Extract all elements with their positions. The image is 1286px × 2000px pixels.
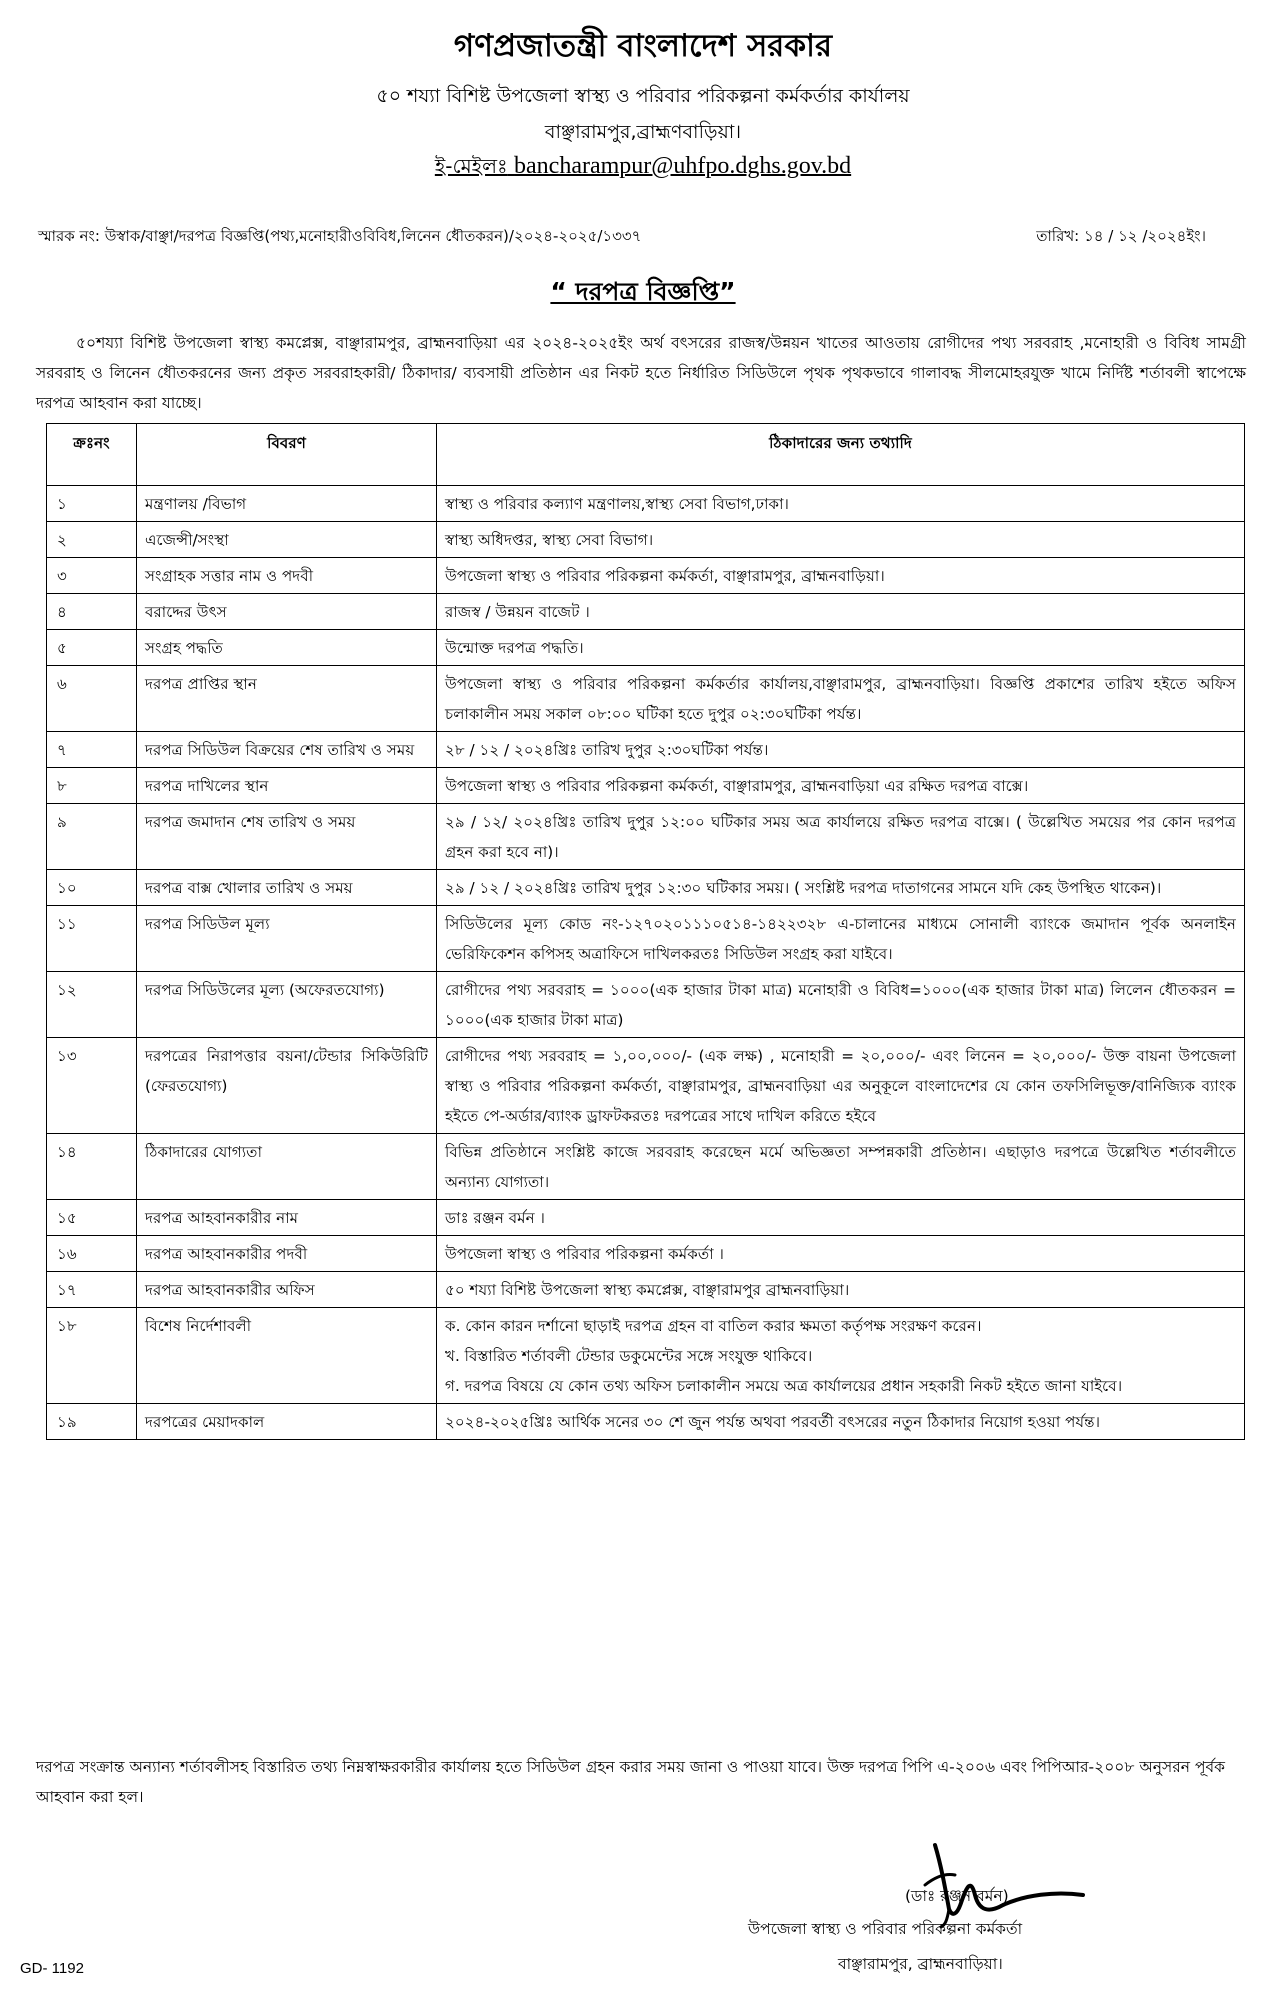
row-description: বরাদ্দের উৎস: [137, 594, 437, 630]
table-row: [47, 1134, 1245, 1200]
row-serial: ৫: [47, 630, 137, 666]
row-detail: বিভিন্ন প্রতিষ্ঠানে সংশ্লিষ্ট কাজে সরবরাহ করেছেন মর্মে অভিজ্ঞতা সম্পন্নকারী প্রতিষ্ঠান। এছাড়াও দরপত্রে উল্লেখিত শর্তাবলীতে অন্যান্য যোগ্যতা।: [437, 1134, 1245, 1200]
table-row: [47, 1038, 1245, 1134]
row-description: দরপত্র দাখিলের স্থান: [137, 768, 437, 804]
page-title: গণপ্রজাতন্ত্রী বাংলাদেশ সরকার: [453, 28, 833, 64]
notice-title: [0, 272, 1286, 315]
intro-text: ৫০শয্যা বিশিষ্ট উপজেলা স্বাস্থ্য কমপ্লেক্স, বাঞ্ছারামপুর, ব্রাহ্মনবাড়িয়া এর ২০২৪-২০২৫ইং অর্থ বৎসরের রাজস্ব/উন্নয়ন খাতের আওতায় রোগীদের পথ্য সরবরাহ ,মনোহারী ও বিবিধ সামগ্রী সরবরাহ ও লিনেন ধৌতকরনের জন্য প্রকৃত সরবরাহকারী/ ঠিকাদার/ ব্যবসায়ী প্রতিষ্ঠান এর নিকট হতে নির্ধারিত সিডিউলে পৃথক পৃথকভাবে গালাবদ্ধ সীলমোহরযুক্ত খামে নির্দিষ্ট শর্তাবলী স্বাপেক্ষে দরপত্র আহবান করা যাচ্ছে।: [36, 334, 1246, 412]
row-serial: ১০: [47, 870, 137, 906]
signatory-name: (ডাঃ রঞ্জন বর্মন): [905, 1887, 1009, 1905]
table-row: [47, 906, 1245, 972]
footer-note: দরপত্র সংক্রান্ত অন্যান্য শর্তাবলীসহ বিস্তারিত তথ্য নিম্নস্বাক্ষরকারীর কার্যালয় হতে সিডিউল গ্রহন করার সময় জানা ও পাওয়া যাবে। উক্ত দরপত্র পিপি এ-২০০৬ এবং পিপিআর-২০০৮ অনুসরন পূর্বক আহবান করা হল।: [36, 1758, 1225, 1806]
row-detail: স্বাস্থ্য ও পরিবার কল্যাণ মন্ত্রণালয়,স্বাস্থ্য সেবা বিভাগ,ঢাকা।: [437, 486, 1245, 522]
table-row: [47, 666, 1245, 732]
row-description: দরপত্র জমাদান শেষ তারিখ ও সময়: [137, 804, 437, 870]
row-detail: রাজস্ব / উন্নয়ন বাজেট ।: [437, 594, 1245, 630]
row-serial: ৮: [47, 768, 137, 804]
table-row: [47, 1308, 1245, 1404]
instruction-line: গ. দরপত্র বিষয়ে যে কোন তথ্য অফিস চলাকালীন সময়ে অত্র কার্যালয়ের প্রধান সহকারী নিকট হইতে জানা যাইবে।: [445, 1377, 1123, 1395]
row-serial: ১: [47, 486, 137, 522]
row-description: দরপত্র সিডিউল মূল্য: [137, 906, 437, 972]
table-row: [47, 522, 1245, 558]
row-description: দরপত্রের নিরাপত্তার বয়না/টেন্ডার সিকিউরিটি (ফেরতযোগ্য): [137, 1038, 437, 1134]
row-serial: ৯: [47, 804, 137, 870]
row-description: দরপত্রের মেয়াদকাল: [137, 1404, 437, 1440]
row-detail: ৫০ শয্যা বিশিষ্ট উপজেলা স্বাস্থ্য কমপ্লেক্স, বাঞ্ছারামপুর ব্রাহ্মনবাড়িয়া।: [437, 1272, 1245, 1308]
row-detail: ডাঃ রঞ্জন বর্মন ।: [437, 1200, 1245, 1236]
row-description: দরপত্র আহবানকারীর নাম: [137, 1200, 437, 1236]
notice-title-text: “ দরপত্র বিজ্ঞপ্তি”: [550, 277, 736, 306]
row-description: ঠিকাদারের যোগ্যতা: [137, 1134, 437, 1200]
col-header-serial: ক্রঃনং: [47, 424, 137, 486]
row-description: বিশেষ নির্দেশাবলী: [137, 1308, 437, 1404]
row-serial: ১৬: [47, 1236, 137, 1272]
col-header-contractor-info: ঠিকাদারের জন্য তথ্যাদি: [437, 424, 1245, 486]
row-description: সংগ্রাহক সত্তার নাম ও পদবী: [137, 558, 437, 594]
row-detail: উপজেলা স্বাস্থ্য ও পরিবার পরিকল্পনা কর্মকর্তা, বাঞ্ছারামপুর, ব্রাহ্মনবাড়িয়া এর রক্ষিত দরপত্র বাক্সে।: [437, 768, 1245, 804]
row-detail: উপজেলা স্বাস্থ্য ও পরিবার পরিকল্পনা কর্মকর্তা, বাঞ্ছারামপুর, ব্রাহ্মনবাড়িয়া।: [437, 558, 1245, 594]
table-row: [47, 630, 1245, 666]
row-description: সংগ্রহ পদ্ধতি: [137, 630, 437, 666]
table-row: [47, 594, 1245, 630]
tender-info-table: [46, 423, 1245, 1440]
row-detail: রোগীদের পথ্য সরবরাহ = ১,০০,০০০/- (এক লক্ষ) , মনোহারী = ২০,০০০/- এবং লিনেন = ২০,০০০/- উক্ত বায়না উপজেলা স্বাস্থ্য ও পরিবার পরিকল্পনা কর্মকর্তা, বাঞ্ছারামপুর, ব্রাহ্মনবাড়িয়া এর অনুকূলে বাংলাদেশের যে কোন তফসিলিভূক্ত/বানিজ্যিক ব্যাংক হইতে পে-অর্ডার/ব্যাংক ড্রাফটকরতঃ দরপত্রের সাথে দাখিল করিতে হইবে: [437, 1038, 1245, 1134]
signature-image: [905, 1825, 1090, 1930]
row-serial: ৩: [47, 558, 137, 594]
row-serial: ৬: [47, 666, 137, 732]
row-description: দরপত্র প্রাপ্তির স্থান: [137, 666, 437, 732]
row-serial: ২: [47, 522, 137, 558]
table-row: [47, 972, 1245, 1038]
row-serial: ১৭: [47, 1272, 137, 1308]
table-row: [47, 768, 1245, 804]
row-detail: রোগীদের পথ্য সরবরাহ = ১০০০(এক হাজার টাকা মাত্র) মনোহারী ও বিবিধ=১০০০(এক হাজার টাকা মাত্র) লিলেন ধৌতকরন = ১০০০(এক হাজার টাকা মাত্র): [437, 972, 1245, 1038]
table-row: [47, 870, 1245, 906]
instruction-line: ক. কোন কারন দর্শানো ছাড়াই দরপত্র গ্রহন বা বাতিল করার ক্ষমতা কর্তৃপক্ষ সংরক্ষণ করেন।: [445, 1317, 982, 1335]
email-label: ই-মেইলঃ: [434, 154, 508, 178]
row-description: দরপত্র সিডিউল বিক্রয়ের শেষ তারিখ ও সময়: [137, 732, 437, 768]
table-body: [47, 486, 1245, 1440]
row-detail: উপজেলা স্বাস্থ্য ও পরিবার পরিকল্পনা কর্মকর্তার কার্যালয়,বাঞ্ছারামপুর, ব্রাহ্মনবাড়িয়া। বিজ্ঞপ্তি প্রকাশের তারিখ হইতে অফিস চলাকালীন সময় সকাল ০৮:০০ ঘটিকা হতে দুপুর ০২:৩০ঘটিকা পর্যন্ত।: [437, 666, 1245, 732]
table-row: [47, 1236, 1245, 1272]
row-detail: উপজেলা স্বাস্থ্য ও পরিবার পরিকল্পনা কর্মকর্তা ।: [437, 1236, 1245, 1272]
row-description: দরপত্র আহবানকারীর অফিস: [137, 1272, 437, 1308]
row-description: মন্ত্রণালয় /বিভাগ: [137, 486, 437, 522]
row-serial: ১৯: [47, 1404, 137, 1440]
row-serial: ১৩: [47, 1038, 137, 1134]
row-description: দরপত্র আহবানকারীর পদবী: [137, 1236, 437, 1272]
office-location: বাঞ্ছারামপুর,ব্রাহ্মণবাড়িয়া।: [544, 121, 742, 143]
row-serial: ১৫: [47, 1200, 137, 1236]
signatory-place: বাঞ্ছারামপুর, ব্রাহ্মনবাড়িয়া।: [838, 1955, 1003, 1973]
table-row: [47, 1404, 1245, 1440]
row-detail: স্বাস্থ্য অধিদপ্তর, স্বাস্থ্য সেবা বিভাগ।: [437, 522, 1245, 558]
row-detail: [437, 1308, 1245, 1404]
row-description: এজেন্সী/সংস্থা: [137, 522, 437, 558]
instruction-line: খ. বিস্তারিত শর্তাবলী টেন্ডার ডকুমেন্টের সঙ্গে সংযুক্ত থাকিবে।: [445, 1347, 813, 1365]
row-detail: ২৯ / ১২/ ২০২৪খ্রিঃ তারিখ দুপুর ১২:০০ ঘটিকার সময় অত্র কার্যালয়ে রক্ষিত দরপত্র বাক্সে। ( উল্লেখিত সময়ের পর কোন দরপত্র গ্রহন করা হবে না)।: [437, 804, 1245, 870]
table-row: [47, 558, 1245, 594]
row-description: দরপত্র সিডিউলের মূল্য (অফেরতযোগ্য): [137, 972, 437, 1038]
row-detail: ২৮ / ১২ / ২০২৪খ্রিঃ তারিখ দুপুর ২:৩০ঘটিকা পর্যন্ত।: [437, 732, 1245, 768]
signatory-designation: উপজেলা স্বাস্থ্য ও পরিবার পরিকল্পনা কর্মকর্তা: [748, 1920, 1023, 1938]
table-row: [47, 1272, 1245, 1308]
table-row: [47, 486, 1245, 522]
office-name: ৫০ শয্যা বিশিষ্ট উপজেলা স্বাস্থ্য ও পরিবার পরিকল্পনা কর্মকর্তার কার্যালয়: [376, 85, 910, 107]
col-header-description: বিবরণ: [137, 424, 437, 486]
row-detail: ২৯ / ১২ / ২০২৪খ্রিঃ তারিখ দুপুর ১২:৩০ ঘটিকার সময়। ( সংশ্লিষ্ট দরপত্র দাতাগনের সামনে যদি কেহ উপস্থিত থাকেন)।: [437, 870, 1245, 906]
table-row: [47, 1200, 1245, 1236]
row-serial: ১২: [47, 972, 137, 1038]
gd-code: GD- 1192: [20, 1960, 84, 1977]
row-detail: ২০২৪-২০২৫খ্রিঃ আর্থিক সনের ৩০ শে জুন পর্যন্ত অথবা পরবর্তী বৎসরের নতুন ঠিকাদার নিয়োগ হওয়া পর্যন্ত।: [437, 1404, 1245, 1440]
row-serial: ১৮: [47, 1308, 137, 1404]
row-serial: ৪: [47, 594, 137, 630]
email-link[interactable]: bancharampur@uhfpo.dghs.gov.bd: [514, 153, 852, 179]
row-detail: সিডিউলের মূল্য কোড নং-১২৭০২০১১১০৫১৪-১৪২২৩২৮ এ-চালানের মাধ্যমে সোনালী ব্যাংকে জমাদান পূর্বক অনলাইন ভেরিফিকেশন কপিসহ অত্রাফিসে দাখিলকরতঃ সিডিউল সংগ্রহ করা যাইবে।: [437, 906, 1245, 972]
email-line: [0, 152, 1286, 185]
row-serial: ১১: [47, 906, 137, 972]
row-serial: ৭: [47, 732, 137, 768]
row-serial: ১৪: [47, 1134, 137, 1200]
table-row: [47, 732, 1245, 768]
memo-date: তারিখ: ১৪ / ১২ /২০২৪ইং।: [1036, 227, 1206, 245]
row-description: দরপত্র বাক্স খোলার তারিখ ও সময়: [137, 870, 437, 906]
table-row: [47, 804, 1245, 870]
row-detail: উন্মোক্ত দরপত্র পদ্ধতি।: [437, 630, 1245, 666]
intro-paragraph: [36, 328, 1246, 418]
table-header-row: [47, 424, 1245, 486]
memo-number: স্মারক নং: উস্বাক/বাঞ্ছা/দরপত্র বিজ্ঞপ্তি(পথ্য,মনোহারীওবিবিধ,লিনেন ধৌতকরন)/২০২৪-২০২৫/১৩৩৭: [38, 227, 642, 245]
